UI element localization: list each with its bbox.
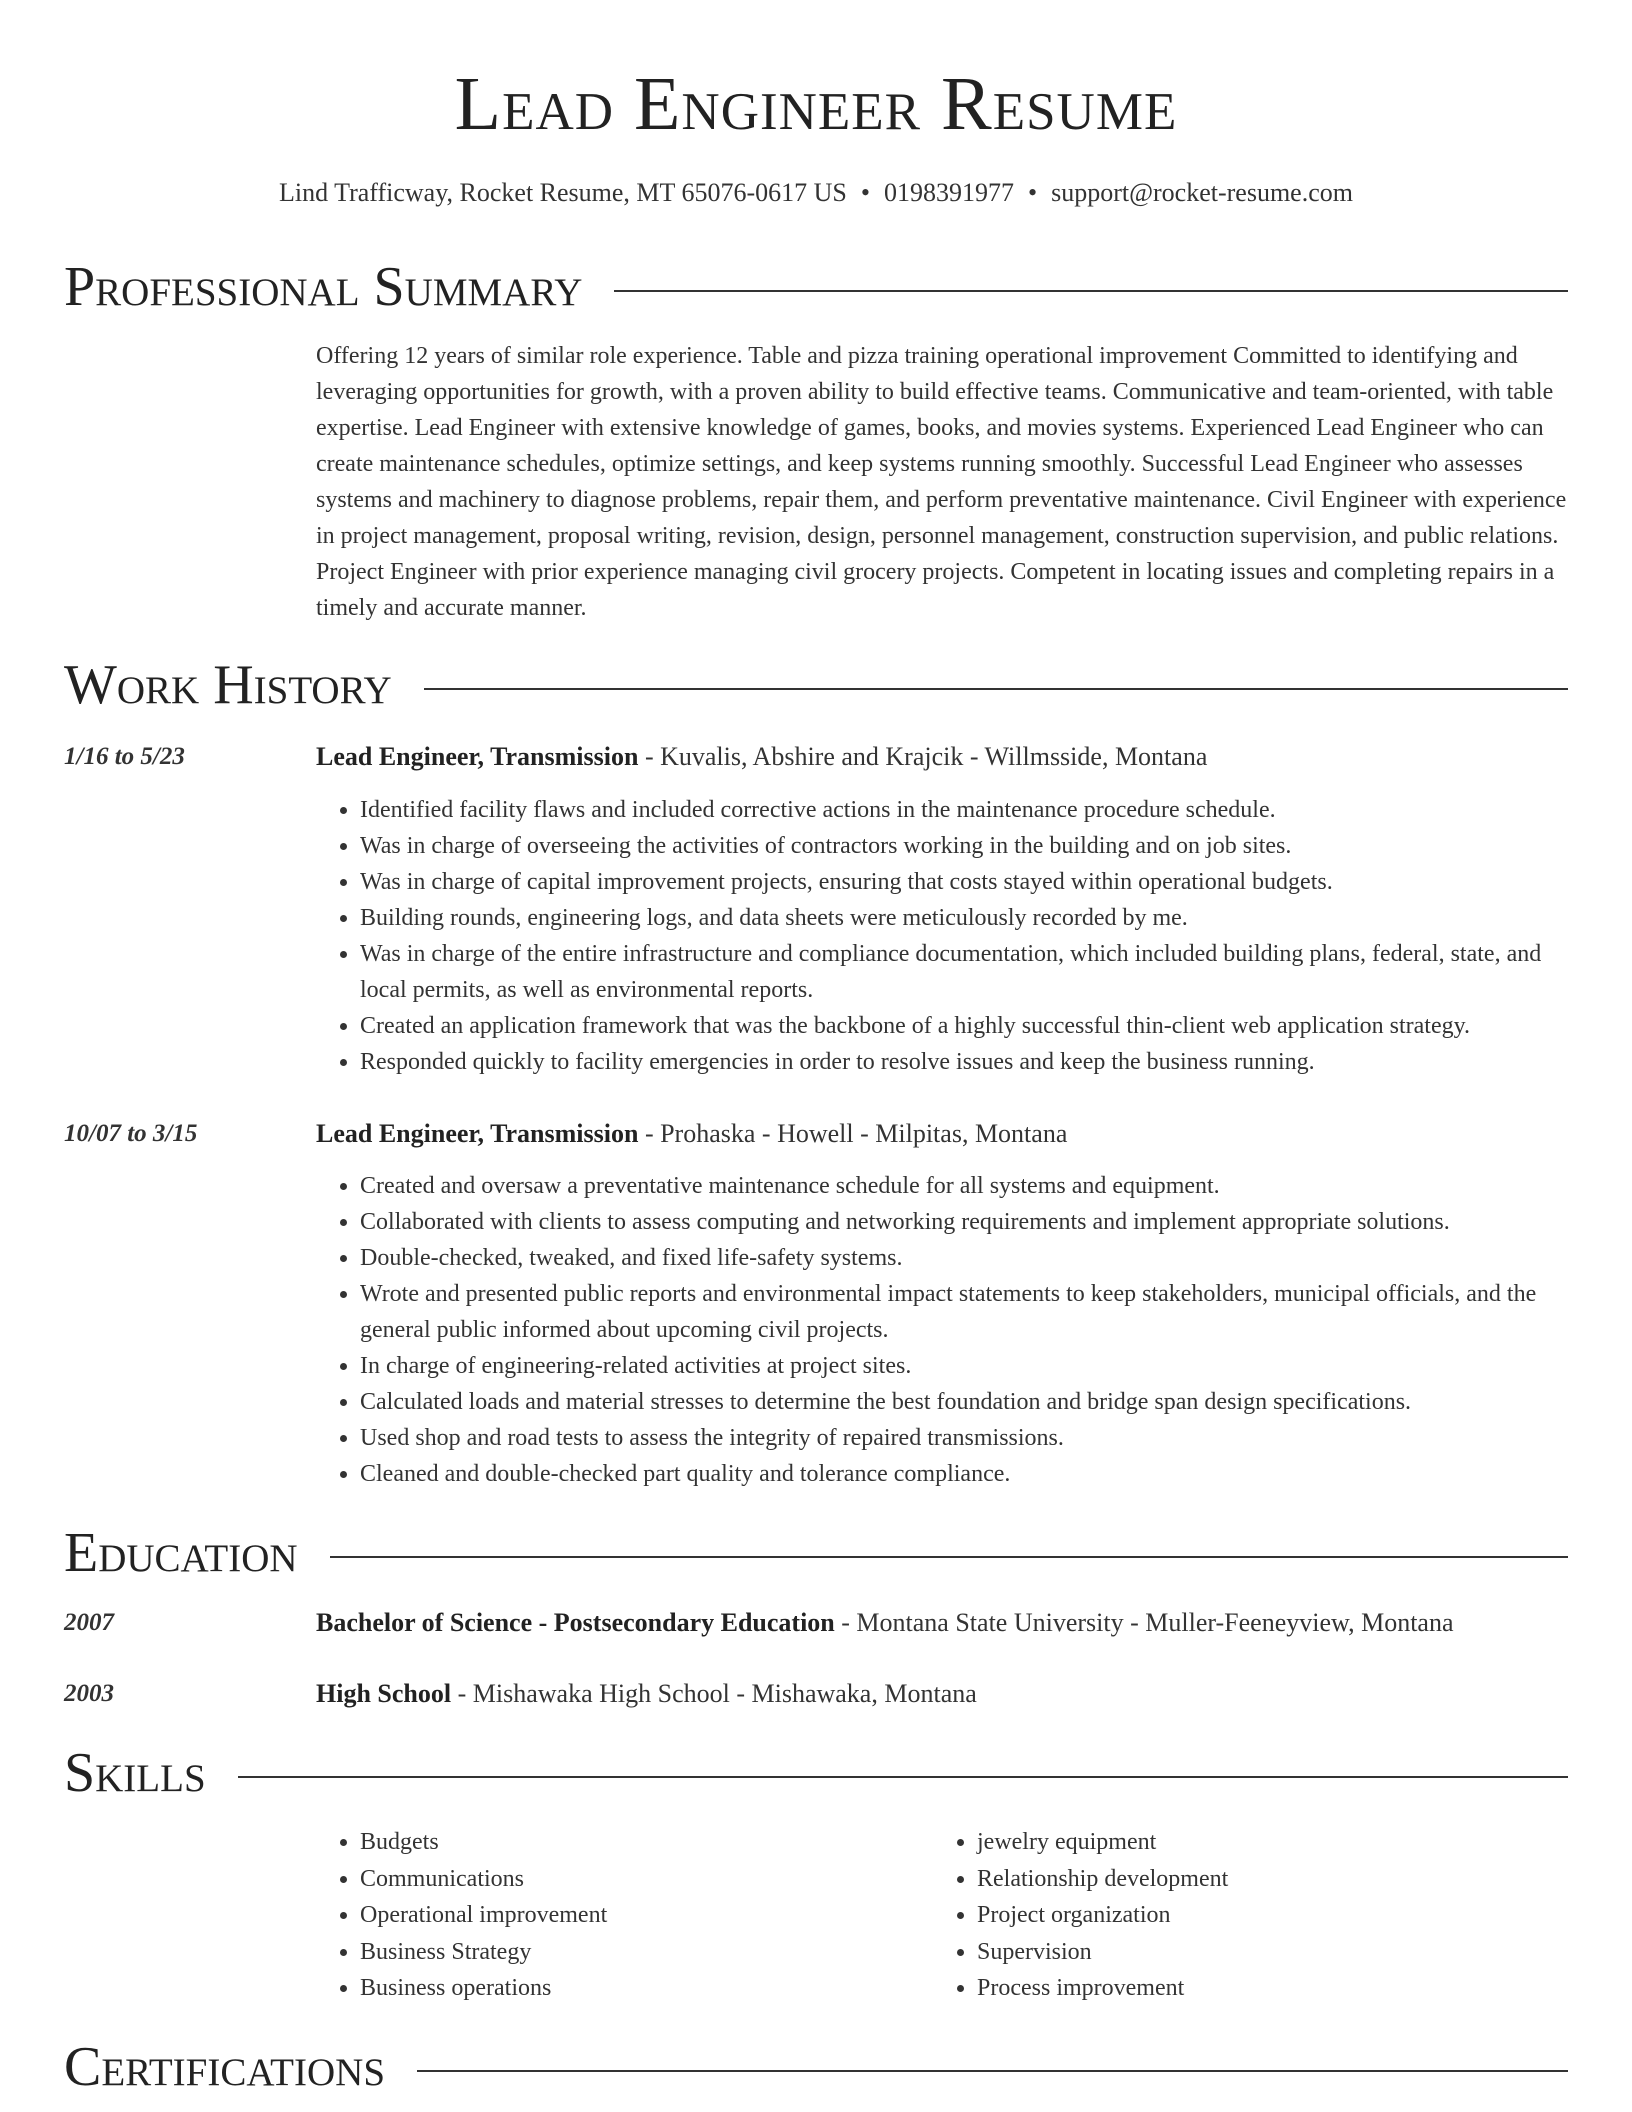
section-title-certifications: Certifications <box>64 2036 386 2098</box>
contact-line <box>0 176 1632 210</box>
section-title-work: Work History <box>64 654 392 716</box>
job-dates: 10/07 to 3/15 <box>64 1120 198 1147</box>
section-divider <box>330 1556 1568 1558</box>
job-bullet: • Calculated loads and material stresses to determine the best foundation and bridge span design specifications. <box>360 1384 1578 1420</box>
job-employer: - Prohaska - Howell - Milpitas, Montana <box>638 1119 1068 1148</box>
education-degree: High School <box>316 1679 452 1708</box>
job-bullets <box>316 792 1578 1080</box>
contact-phone: 0198391977 <box>883 178 1014 207</box>
section-title-summary: Professional Summary <box>64 256 583 318</box>
skill-item: • Process improvement <box>977 1970 1617 2007</box>
section-header-skills <box>64 1738 1568 1808</box>
section-divider <box>238 1776 1568 1778</box>
job-bullet: • Created an application framework that was the backbone of a highly successful thin-client web application strategy. <box>360 1008 1578 1044</box>
job-bullet: • Wrote and presented public reports and environmental impact statements to keep stakeholders, municipal officials, and the general public informed about upcoming civil projects. <box>360 1276 1578 1348</box>
education-degree: Bachelor of Science - Postsecondary Education <box>316 1608 835 1637</box>
contact-email[interactable]: support@rocket-resume.com <box>1051 178 1353 207</box>
education-entry <box>316 1606 1576 1640</box>
skill-item: • Business operations <box>360 1970 960 2007</box>
education-entry <box>316 1677 1576 1711</box>
job-bullet: • Created and oversaw a preventative maintenance schedule for all systems and equipment. <box>360 1168 1578 1204</box>
contact-separator: • <box>860 178 870 207</box>
skill-item: • Budgets <box>360 1824 960 1861</box>
education-year: 2007 <box>64 1609 114 1636</box>
skill-item: • Relationship development <box>977 1861 1617 1898</box>
skill-item: • Supervision <box>977 1934 1617 1971</box>
section-header-work <box>64 650 1568 720</box>
skill-item: • Business Strategy <box>360 1934 960 1971</box>
section-divider <box>424 688 1568 690</box>
job-bullet: • Used shop and road tests to assess the integrity of repaired transmissions. <box>360 1420 1578 1456</box>
job-bullet: • Double-checked, tweaked, and fixed life-safety systems. <box>360 1240 1578 1276</box>
skill-item: • jewelry equipment <box>977 1824 1617 1861</box>
job-bullet: • In charge of engineering-related activities at project sites. <box>360 1348 1578 1384</box>
job-title-line <box>316 740 1576 774</box>
job-bullet: • Building rounds, engineering logs, and data sheets were meticulously recorded by me. <box>360 900 1578 936</box>
skills-list-right <box>933 1824 1617 2007</box>
job-bullets <box>316 1168 1578 1492</box>
job-title-line <box>316 1117 1576 1151</box>
section-header-certifications <box>64 2032 1568 2102</box>
job-dates: 1/16 to 5/23 <box>64 743 185 770</box>
job-bullet: • Responded quickly to facility emergencies in order to resolve issues and keep the business running. <box>360 1044 1578 1080</box>
education-school: - Montana State University - Muller-Feeneyview, Montana <box>834 1608 1454 1637</box>
job-role: Lead Engineer, Transmission <box>316 1119 639 1148</box>
contact-address: Lind Trafficway, Rocket Resume, MT 65076-0617 US <box>278 178 847 207</box>
contact-separator: • <box>1027 178 1038 207</box>
job-bullet: • Cleaned and double-checked part quality and tolerance compliance. <box>360 1456 1578 1492</box>
education-year: 2003 <box>64 1680 114 1707</box>
education-school: - Mishawaka High School - Mishawaka, Montana <box>451 1679 977 1708</box>
job-employer: - Kuvalis, Abshire and Krajcik - Willmsside, Montana <box>638 742 1208 771</box>
job-bullet: • Was in charge of capital improvement projects, ensuring that costs stayed within operational budgets. <box>360 864 1578 900</box>
job-bullet: • Was in charge of the entire infrastructure and compliance documentation, which included building plans, federal, state, and local permits, as well as environmental reports. <box>360 936 1578 1008</box>
section-title-skills: Skills <box>64 1742 206 1804</box>
section-title-education: Education <box>64 1522 298 1584</box>
skill-item: • Operational improvement <box>360 1897 960 1934</box>
resume-title: Lead Engineer Resume <box>454 62 1178 146</box>
section-divider <box>614 290 1568 292</box>
job-role: Lead Engineer, Transmission <box>316 742 639 771</box>
section-divider <box>417 2070 1568 2072</box>
job-bullet: • Was in charge of overseeing the activities of contractors working in the building and on job sites. <box>360 828 1578 864</box>
job-bullet: • Identified facility flaws and included corrective actions in the maintenance procedure schedule. <box>360 792 1578 828</box>
summary-text: Offering 12 years of similar role experience. Table and pizza training operational improvement Committed to identifying and leveraging opportunities for growth, with a proven ability to build effective teams. Communicative and team-oriented, with table expertise. Lead Engineer with extensive knowledge of games, books, and movies systems. Experienced Lead Engineer who can create maintenance schedules, optimize settings, and keep systems running smoothly. Successful Lead Engineer who assesses systems and machinery to diagnose problems, repair them, and perform preventative maintenance. Civil Engineer with experience in project management, proposal writing, revision, design, personnel management, construction supervision, and public relations. Project Engineer with prior experience managing civil grocery projects. Competent in locating issues and completing repairs in a timely and accurate manner. <box>316 343 1567 621</box>
section-header-education <box>64 1518 1568 1588</box>
skill-item: • Project organization <box>977 1897 1617 1934</box>
skill-item: • Communications <box>360 1861 960 1898</box>
section-header-summary <box>64 252 1568 322</box>
job-bullet: • Collaborated with clients to assess computing and networking requirements and implement appropriate solutions. <box>360 1204 1578 1240</box>
skills-list-left <box>316 1824 960 2007</box>
